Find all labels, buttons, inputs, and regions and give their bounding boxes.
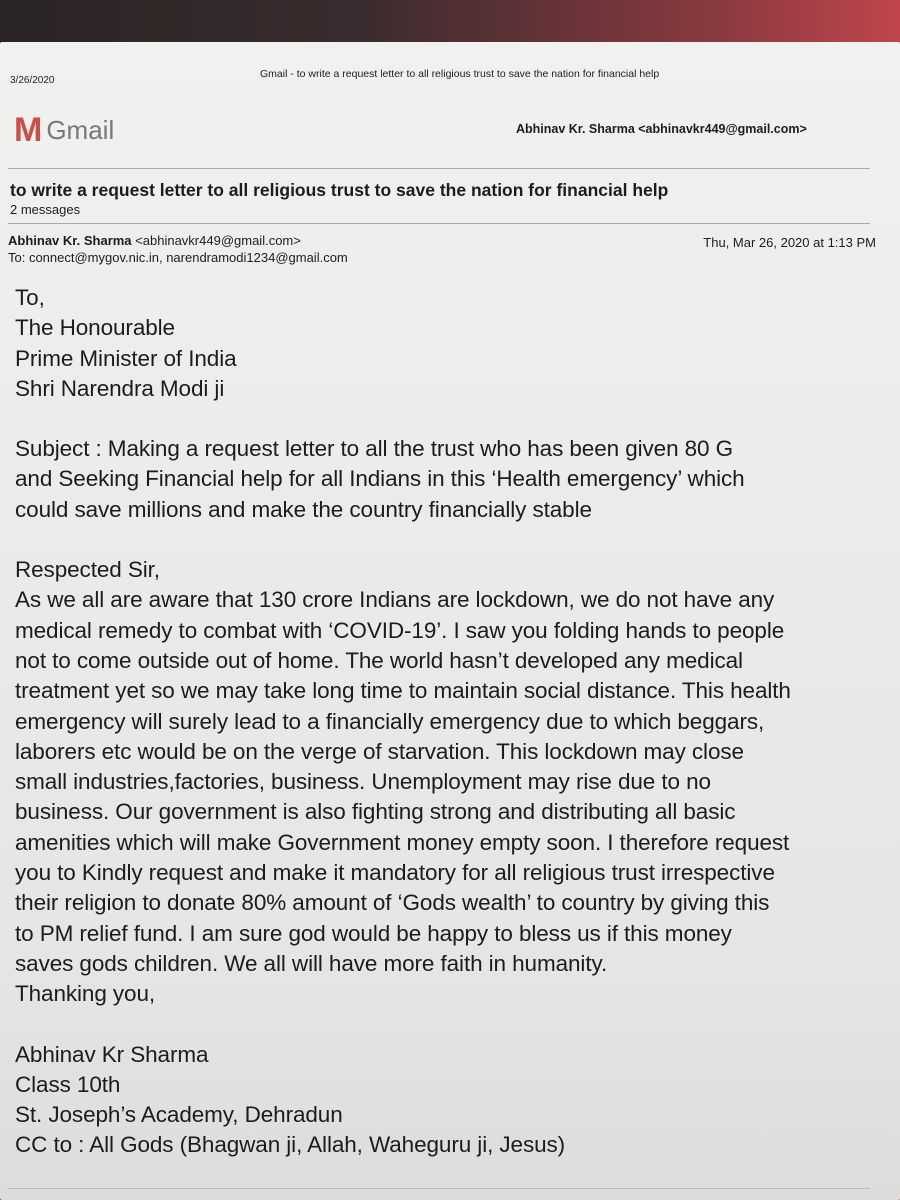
gmail-logo [14,113,114,147]
divider [8,1188,870,1189]
account-email: Abhinav Kr. Sharma <abhinavkr449@gmail.com> [516,122,807,136]
sender [8,233,301,248]
address-line: Prime Minister of India [15,345,237,371]
message-body [15,283,791,1161]
body-line: Thanking you, [15,981,156,1007]
body-line: not to come outside out of home. The world hasn’t developed any medical [15,647,743,673]
divider [8,168,870,169]
body-line: medical remedy to combat with ‘COVID-19’. I saw you folding hands to people [15,617,785,643]
address-line: The Honourable [15,315,175,341]
subject-line: and Seeking Financial help for all Indians in this ‘Health emergency’ which [15,466,745,492]
gmail-m-icon: M [14,111,43,149]
body-line: business. Our government is also fighting strong and distributing all basic [15,799,736,825]
recipients: To: connect@mygov.nic.in, narendramodi1234@gmail.com [8,250,348,265]
address-line: Shri Narendra Modi ji [15,375,225,401]
subject-line: could save millions and make the country financially stable [15,496,592,522]
thread-subject: to write a request letter to all religious trust to save the nation for financial help [10,180,669,200]
message-count: 2 messages [10,202,81,217]
body-line: emergency will surely lead to a financially emergency due to which beggars, [15,708,765,734]
body-line: Respected Sir, [15,557,160,583]
signature-line: St. Joseph’s Academy, Dehradun [15,1102,343,1128]
body-line: treatment yet so we may take long time to maintain social distance. This health [15,678,791,704]
sender-name: Abhinav Kr. Sharma [8,233,132,248]
body-line: saves gods children. We all will have more faith in humanity. [15,950,608,976]
print-title: Gmail - to write a request letter to all religious trust to save the nation for financial help [260,68,660,80]
body-line: you to Kindly request and make it mandatory for all religious trust irrespective [15,860,775,886]
body-line: laborers etc would be on the verge of starvation. This lockdown may close [15,738,744,764]
gmail-logo-text: Gmail [46,114,115,145]
address-line: To, [15,285,45,310]
sender-email: <abhinavkr449@gmail.com> [135,233,301,248]
body-line: their religion to donate 80% amount of ‘Gods wealth’ to country by giving this [15,890,770,916]
body-line: amenities which will make Government money empty soon. I therefore request [15,829,790,855]
signature-line: Class 10th [15,1071,121,1097]
signature-line: Abhinav Kr Sharma [15,1041,209,1067]
subject-line: Subject : Making a request letter to all the trust who has been given 80 G [15,436,734,462]
divider [8,223,870,224]
body-line: small industries,factories, business. Unemployment may rise due to no [15,769,711,795]
print-date: 3/26/2020 [10,75,55,86]
message-date: Thu, Mar 26, 2020 at 1:13 PM [703,235,876,250]
signature-line: CC to : All Gods (Bhagwan ji, Allah, Waheguru ji, Jesus) [15,1132,566,1158]
body-line: to PM relief fund. I am sure god would be happy to bless us if this money [15,920,732,946]
body-line: As we all are aware that 130 crore Indians are lockdown, we do not have any [15,587,775,613]
